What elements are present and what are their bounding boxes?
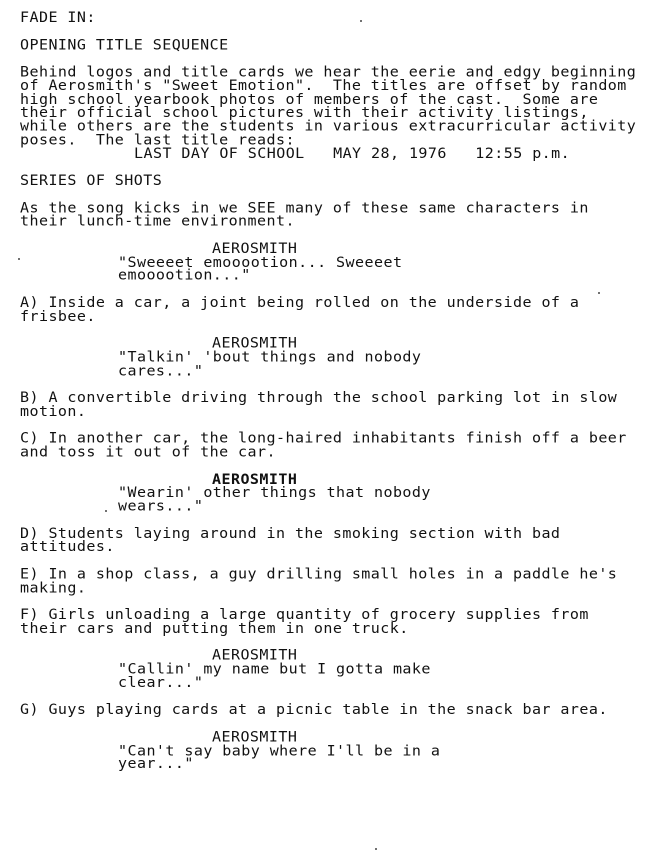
action-line: poses. The last title reads: (20, 131, 295, 148)
screenplay-page (20, 11, 660, 771)
shot-b: B) A convertible driving through the school parking lot in slow (20, 389, 618, 406)
shot-e: E) In a shop class, a guy drilling small holes in a paddle he's (20, 565, 618, 583)
shot-b: motion. (20, 402, 87, 420)
action-line: while others are the students in various extracurricular activity (20, 117, 637, 135)
character-name: AEROSMITH (212, 334, 298, 352)
dialogue-block (20, 646, 660, 691)
character-name: AEROSMITH (212, 646, 298, 664)
transition: FADE IN: (20, 9, 96, 26)
shot-e: making. (20, 579, 87, 596)
action-line: of Aerosmith's "Sweet Emotion". The titles are offset by random (20, 77, 627, 94)
dialogue-line: "Can't say baby where I'll be in a (118, 741, 441, 759)
dialogue-line: clear..." (118, 674, 204, 691)
dialogue-block (20, 334, 660, 379)
dialogue-block (20, 239, 660, 284)
character-name: AEROSMITH (212, 728, 298, 745)
shot-c: and toss it out of the car. (20, 443, 276, 460)
dialogue-line: "Talkin' 'bout things and nobody (118, 348, 422, 365)
character-name: AEROSMITH (212, 470, 298, 488)
scan-speck (375, 848, 377, 850)
action-line: their official school pictures with their activity listings, (20, 104, 589, 121)
dialogue-line: "Wearin' other things that nobody (118, 484, 431, 501)
series-heading: SERIES OF SHOTS (20, 172, 163, 189)
scene-heading: OPENING TITLE SEQUENCE (20, 36, 229, 53)
shot-f: their cars and putting them in one truck. (20, 619, 409, 637)
dialogue-line: "Callin' my name but I gotta make (118, 660, 431, 678)
shot-f: F) Girls unloading a large quantity of grocery supplies from (20, 606, 589, 623)
shot-d: attitudes. (20, 538, 115, 555)
dialogue-line: wears..." (118, 497, 204, 515)
character-name: AEROSMITH (212, 239, 298, 257)
shot-d: D) Students laying around in the smoking section with bad (20, 524, 561, 542)
action-line: Behind logos and title cards we hear the eerie and edgy beginning (20, 63, 637, 80)
dialogue-line: emooootion..." (118, 266, 251, 284)
dialogue-line: "Sweeeet emooootion... Sweeeet (118, 253, 403, 270)
dialogue-line: cares..." (118, 361, 204, 379)
action-line: As the song kicks in we SEE many of these same characters in (20, 199, 589, 216)
action-line: their lunch-time environment. (20, 212, 295, 230)
opening-action (20, 65, 660, 160)
title-card: LAST DAY OF SCHOOL MAY 28, 1976 12:55 p.m. (134, 144, 571, 162)
shot-c: C) In another car, the long-haired inhabitants finish off a beer (20, 429, 627, 447)
shot-g: G) Guys playing cards at a picnic table in the snack bar area. (20, 701, 608, 718)
dialogue-line: year..." (118, 755, 194, 773)
shot-a: frisbee. (20, 307, 96, 325)
action-line: high school yearbook photos of members of the cast. Some are (20, 90, 599, 108)
dialogue-block (20, 472, 660, 513)
shot-a: A) Inside a car, a joint being rolled on the underside of a (20, 294, 580, 311)
dialogue-block (20, 730, 660, 771)
